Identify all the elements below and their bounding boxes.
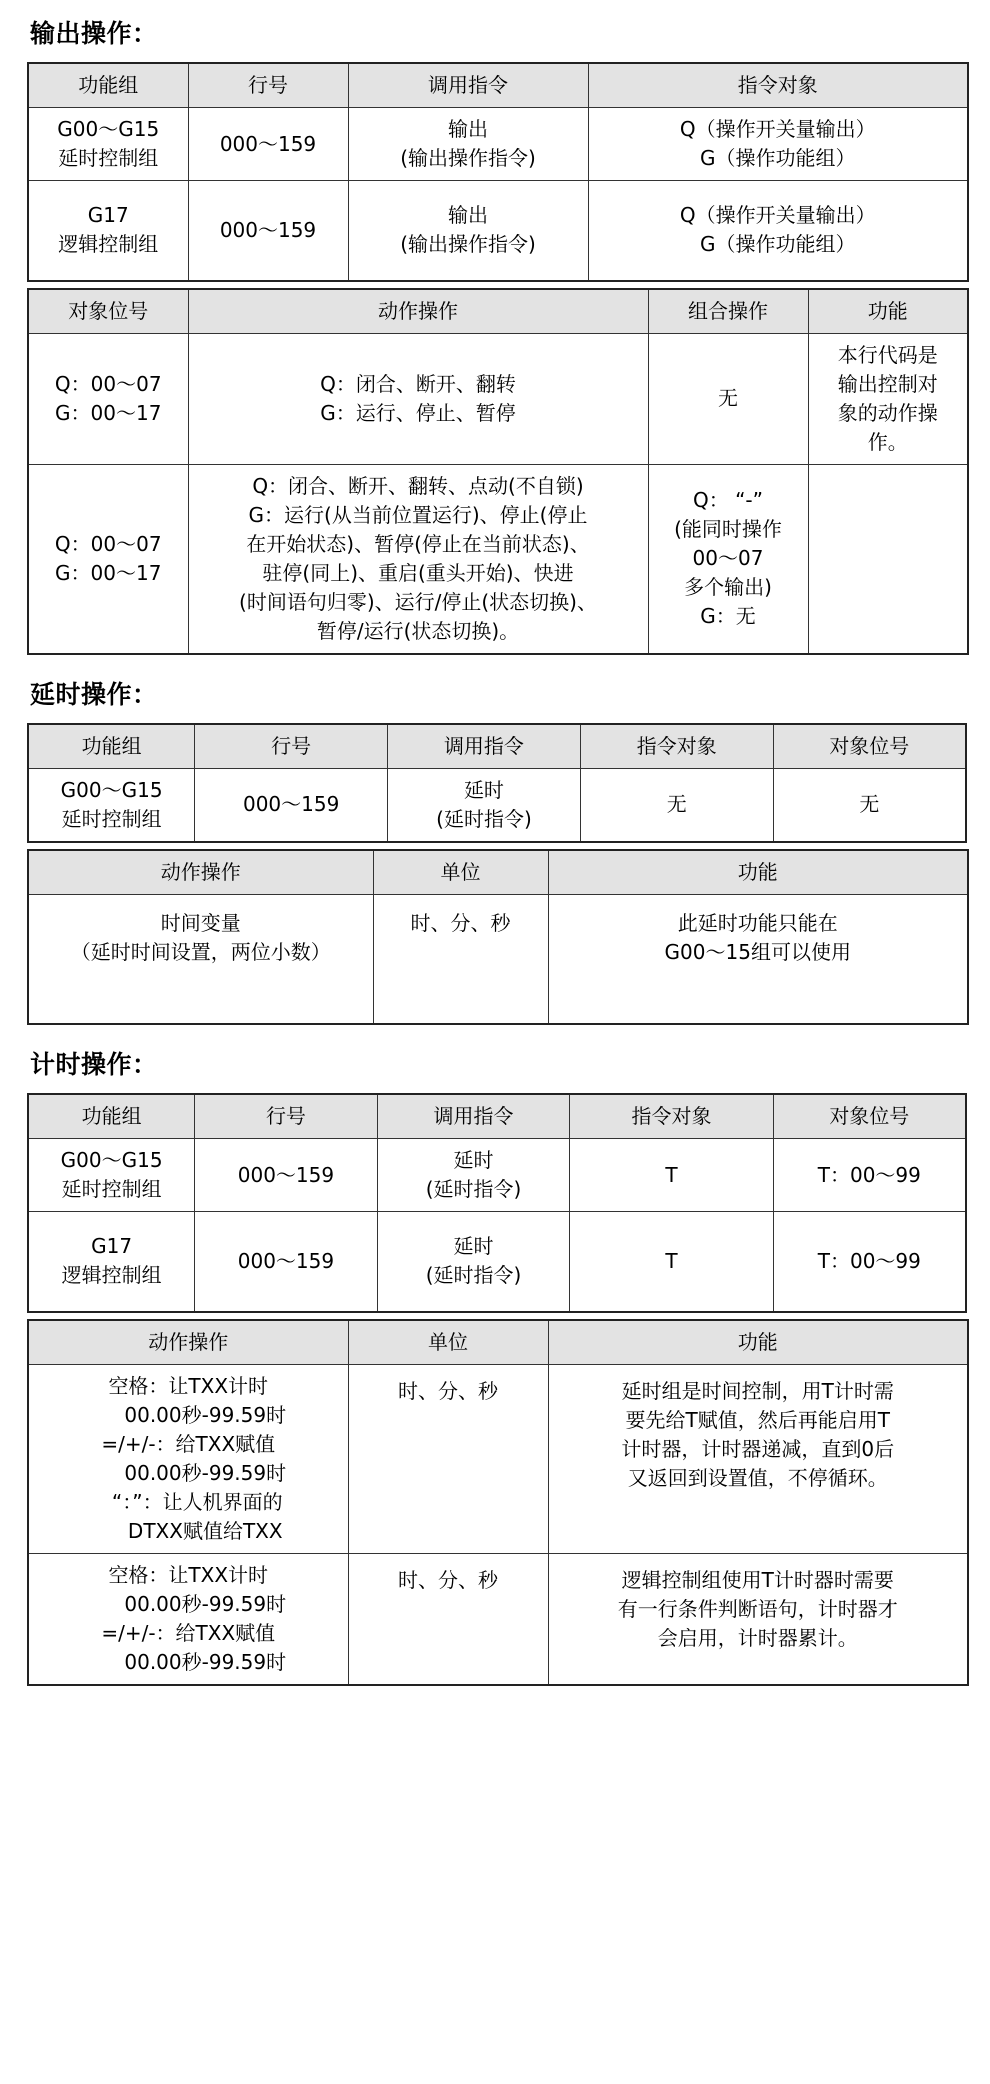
cell-function-group: G17 逻辑控制组 xyxy=(28,181,188,281)
cell-call-instruction: 延时 (延时指令) xyxy=(377,1212,570,1312)
col-header-function: 功能 xyxy=(548,1320,968,1365)
cell-instruction-object: Q（操作开关量输出） G（操作功能组） xyxy=(588,108,968,181)
cell-function: 本行代码是 输出控制对 象的动作操 作。 xyxy=(808,333,968,464)
col-header-function-group: 功能组 xyxy=(28,63,188,108)
col-header-combined-operation: 组合操作 xyxy=(648,289,808,334)
table-row xyxy=(28,108,968,181)
col-header-action-operation: 动作操作 xyxy=(28,1320,348,1365)
col-header-instruction-object: 指令对象 xyxy=(588,63,968,108)
cell-function-group: G00～G15 延时控制组 xyxy=(28,108,188,181)
cell-function-group: G00～G15 延时控制组 xyxy=(28,1139,195,1212)
table-header-row xyxy=(28,63,968,108)
table-output-action xyxy=(27,288,969,655)
cell-unit: 时、分、秒 xyxy=(373,894,548,1024)
cell-call-instruction: 延时 (延时指令) xyxy=(377,1139,570,1212)
col-header-function: 功能 xyxy=(548,850,968,895)
cell-call-instruction: 输出 (输出操作指令) xyxy=(348,108,588,181)
cell-line-number: 000～159 xyxy=(195,1212,377,1312)
cell-object-bit: T：00～99 xyxy=(773,1212,966,1312)
table-header-row xyxy=(28,1094,966,1139)
cell-object-bit: Q：00～07 G：00～17 xyxy=(28,333,188,464)
col-header-unit: 单位 xyxy=(373,850,548,895)
cell-line-number: 000～159 xyxy=(195,768,388,842)
section-title-timing: 计时操作： xyxy=(30,1050,158,1079)
cell-unit: 时、分、秒 xyxy=(348,1553,548,1685)
col-header-instruction-object: 指令对象 xyxy=(580,724,773,769)
cell-function: 延时组是时间控制，用T计时需 要先给T赋值，然后再能启用T 计时器，计时器递减，直到0后 又返回到设置值，不停循环。 xyxy=(548,1364,968,1553)
col-header-line-number: 行号 xyxy=(188,63,348,108)
table-timing-action xyxy=(27,1319,969,1686)
col-header-function: 功能 xyxy=(808,289,968,334)
table-row xyxy=(28,1364,968,1553)
table-delay-basic xyxy=(27,723,967,843)
cell-action-operation: Q：闭合、断开、翻转 G：运行、停止、暂停 xyxy=(188,333,648,464)
table-row xyxy=(28,1553,968,1685)
cell-instruction-object: 无 xyxy=(580,768,773,842)
cell-instruction-object: T xyxy=(570,1139,773,1212)
cell-function: 逻辑控制组使用T计时器时需要 有一行条件判断语句，计时器才 会启用，计时器累计。 xyxy=(548,1553,968,1685)
cell-line-number: 000～159 xyxy=(188,181,348,281)
table-row xyxy=(28,1139,966,1212)
cell-action-operation: Q：闭合、断开、翻转、点动(不自锁) G：运行(从当前位置运行)、停止(停止 在开始状态)、暂停(停止在当前状态)、 驻停(同上)、重启(重头开始)、快进 (时间语句归零)、运行/停止(状态切换)、 暂停/运行(状态切换)。 xyxy=(188,464,648,654)
cell-function-group: G17 逻辑控制组 xyxy=(28,1212,195,1312)
cell-unit: 时、分、秒 xyxy=(348,1364,548,1553)
cell-combined-operation: 无 xyxy=(648,333,808,464)
col-header-call-instruction: 调用指令 xyxy=(388,724,581,769)
col-header-function-group: 功能组 xyxy=(28,724,195,769)
cell-line-number: 000～159 xyxy=(188,108,348,181)
table-row xyxy=(28,1212,966,1312)
table-timing-basic xyxy=(27,1093,967,1313)
col-header-call-instruction: 调用指令 xyxy=(348,63,588,108)
col-header-object-bit: 对象位号 xyxy=(773,724,966,769)
table-row xyxy=(28,768,966,842)
col-header-instruction-object: 指令对象 xyxy=(570,1094,773,1139)
table-header-row xyxy=(28,850,968,895)
col-header-line-number: 行号 xyxy=(195,724,388,769)
section-title-delay: 延时操作： xyxy=(30,679,158,709)
col-header-line-number: 行号 xyxy=(195,1094,377,1139)
cell-object-bit: 无 xyxy=(773,768,966,842)
col-header-object-bit: 对象位号 xyxy=(28,289,188,334)
cell-function xyxy=(808,464,968,654)
section-title-output: 输出操作： xyxy=(30,19,158,48)
cell-action-operation: 空格：让TXX计时 00.00秒-99.59时 =/+/-：给TXX赋值 00.00秒-99.59时 “：”：让人机界面的 DTXX赋值给TXX xyxy=(28,1364,348,1553)
col-header-call-instruction: 调用指令 xyxy=(377,1094,570,1139)
cell-call-instruction: 延时 (延时指令) xyxy=(388,768,581,842)
col-header-action-operation: 动作操作 xyxy=(188,289,648,334)
col-header-function-group: 功能组 xyxy=(28,1094,195,1139)
col-header-object-bit: 对象位号 xyxy=(773,1094,966,1139)
cell-function: 此延时功能只能在 G00～15组可以使用 xyxy=(548,894,968,1024)
cell-call-instruction: 输出 (输出操作指令) xyxy=(348,181,588,281)
cell-object-bit: T：00～99 xyxy=(773,1139,966,1212)
cell-instruction-object: T xyxy=(570,1212,773,1312)
cell-object-bit: Q：00～07 G：00～17 xyxy=(28,464,188,654)
cell-combined-operation: Q： “-” (能同时操作 00～07 多个输出) G：无 xyxy=(648,464,808,654)
table-row xyxy=(28,894,968,1024)
table-output-basic xyxy=(27,62,969,282)
table-header-row xyxy=(28,724,966,769)
table-row xyxy=(28,181,968,281)
col-header-action-operation: 动作操作 xyxy=(28,850,373,895)
cell-instruction-object: Q（操作开关量输出） G（操作功能组） xyxy=(588,181,968,281)
table-row xyxy=(28,333,968,464)
table-header-row xyxy=(28,289,968,334)
col-header-unit: 单位 xyxy=(348,1320,548,1365)
cell-action-operation: 时间变量 （延时时间设置，两位小数） xyxy=(28,894,373,1024)
table-row xyxy=(28,464,968,654)
cell-action-operation: 空格：让TXX计时 00.00秒-99.59时 =/+/-：给TXX赋值 00.00秒-99.59时 xyxy=(28,1553,348,1685)
table-header-row xyxy=(28,1320,968,1365)
cell-line-number: 000～159 xyxy=(195,1139,377,1212)
cell-function-group: G00～G15 延时控制组 xyxy=(28,768,195,842)
table-delay-action xyxy=(27,849,969,1026)
